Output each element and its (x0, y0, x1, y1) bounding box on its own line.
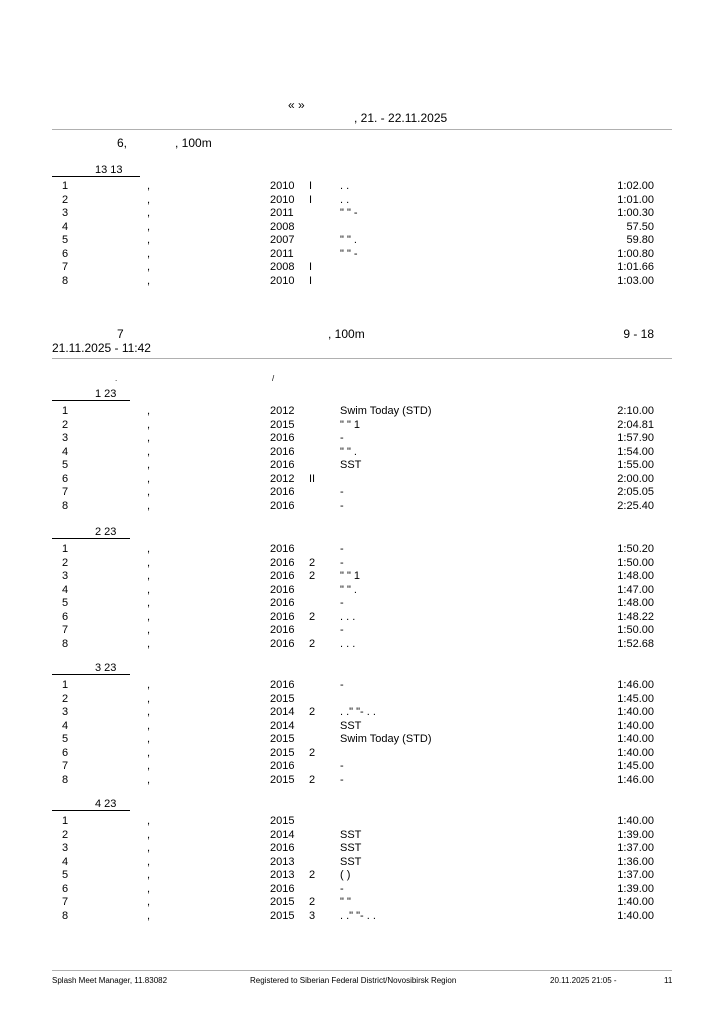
lane-number: 6 (62, 610, 69, 623)
athlete-name: , (146, 896, 150, 908)
athlete-name: , (146, 869, 150, 881)
athlete-name: , (146, 556, 150, 569)
birth-year: 2016 (270, 597, 295, 609)
rank-category: 2 (309, 570, 316, 582)
table-row (0, 248, 724, 261)
entry-time: 1:40.00 (617, 746, 654, 759)
birth-year: 2010 (270, 180, 295, 192)
entry-time: 1:47.00 (617, 583, 654, 596)
heat-label: 1 23 (95, 388, 117, 400)
lane-number: 3 (62, 706, 69, 718)
birth-year: 2008 (270, 220, 295, 233)
lane-number: 2 (62, 193, 69, 206)
athlete-name: , (146, 637, 150, 650)
table-row (0, 747, 724, 760)
lane-number: 8 (62, 499, 69, 512)
lane-number: 5 (62, 597, 69, 609)
athlete-name: , (146, 220, 150, 233)
birth-year: 2015 (270, 692, 295, 705)
birth-year: 2016 (270, 637, 295, 650)
rank-category: 3 (309, 909, 316, 922)
birth-year: 2015 (270, 773, 295, 786)
table-row (0, 194, 724, 207)
birth-year: 2016 (270, 432, 295, 444)
athlete-name: , (146, 828, 150, 841)
entry-time: 1:40.00 (617, 815, 654, 827)
table-row (0, 543, 724, 556)
entry-time: 1:55.00 (617, 459, 654, 471)
heat-underline (52, 538, 130, 539)
lane-number: 3 (62, 432, 69, 444)
table-row (0, 638, 724, 651)
table-row (0, 207, 724, 220)
athlete-name: , (146, 733, 150, 745)
athlete-name: , (146, 472, 150, 485)
table-row (0, 856, 724, 869)
athlete-name: , (146, 247, 150, 260)
heat-underline (52, 400, 130, 401)
entry-time: 1:39.00 (617, 828, 654, 841)
event6-label: 6, (117, 136, 128, 150)
lane-number: 8 (62, 637, 69, 650)
birth-year: 2016 (270, 842, 295, 854)
lane-number: 5 (62, 733, 69, 745)
birth-year: 2012 (270, 472, 295, 485)
footer-divider (52, 970, 672, 971)
event6-heat-label: 13 13 (95, 164, 123, 176)
birth-year: 2015 (270, 815, 295, 827)
club-name: " " 1 (340, 418, 361, 431)
heat-label: 3 23 (95, 662, 117, 674)
athlete-name: , (146, 274, 150, 287)
entry-time: 1:36.00 (617, 855, 654, 868)
birth-year: 2013 (270, 869, 295, 881)
entry-time: 2:05.05 (617, 486, 654, 498)
rank-category: 2 (309, 610, 316, 623)
table-row (0, 693, 724, 706)
athlete-name: , (146, 583, 150, 596)
birth-year: 2016 (270, 556, 295, 569)
footer-page-number: 11 (664, 976, 673, 985)
athlete-name: , (146, 180, 150, 192)
entry-time: 1:45.00 (617, 692, 654, 705)
birth-year: 2014 (270, 828, 295, 841)
entry-time: 1:46.00 (617, 679, 654, 691)
club-name: SST (340, 828, 362, 841)
event7-col-a: . (115, 374, 118, 383)
event7-ages: 9 - 18 (623, 327, 654, 341)
birth-year: 2007 (270, 234, 295, 246)
birth-year: 2016 (270, 499, 295, 512)
entry-time: 1:37.00 (617, 869, 654, 881)
lane-number: 1 (62, 679, 69, 691)
entry-time: 1:02.00 (617, 180, 654, 192)
rank-category: I (309, 180, 313, 192)
rank-category: 2 (309, 746, 316, 759)
birth-year: 2015 (270, 909, 295, 922)
table-row (0, 500, 724, 513)
event7-distance: , 100m (328, 327, 365, 341)
entry-time: 1:48.00 (617, 597, 654, 609)
club-name: " " - (340, 247, 358, 260)
table-row (0, 829, 724, 842)
athlete-name: , (146, 773, 150, 786)
club-name: Swim Today (STD) (340, 405, 432, 417)
athlete-name: , (146, 719, 150, 732)
birth-year: 2016 (270, 486, 295, 498)
athlete-name: , (146, 405, 150, 417)
lane-number: 8 (62, 909, 69, 922)
athlete-name: , (146, 543, 150, 555)
table-row (0, 405, 724, 418)
athlete-name: , (146, 234, 150, 246)
birth-year: 2016 (270, 760, 295, 772)
birth-year: 2016 (270, 882, 295, 895)
birth-year: 2014 (270, 719, 295, 732)
lane-number: 4 (62, 583, 69, 596)
club-name: - (340, 432, 344, 444)
table-row (0, 584, 724, 597)
lane-number: 4 (62, 220, 69, 233)
club-name: . . . (340, 637, 356, 650)
table-row (0, 473, 724, 486)
heat-underline (52, 674, 130, 675)
table-row (0, 459, 724, 472)
birth-year: 2015 (270, 746, 295, 759)
birth-year: 2016 (270, 543, 295, 555)
footer-registration: Registered to Siberian Federal District/Novosibirsk Region (250, 976, 457, 985)
rank-category: 2 (309, 869, 316, 881)
lane-number: 4 (62, 445, 69, 458)
table-row (0, 815, 724, 828)
club-name: " " - (340, 207, 358, 219)
lane-number: 1 (62, 180, 69, 192)
club-name: . . (340, 193, 350, 206)
athlete-name: , (146, 459, 150, 471)
club-name: - (340, 679, 344, 691)
entry-time: 1:50.20 (617, 543, 654, 555)
entry-time: 57.50 (626, 220, 654, 233)
athlete-name: , (146, 486, 150, 498)
table-row (0, 180, 724, 193)
club-name: . . (340, 180, 350, 192)
birth-year: 2015 (270, 733, 295, 745)
athlete-name: , (146, 855, 150, 868)
athlete-name: , (146, 842, 150, 854)
table-row (0, 869, 724, 882)
rank-category: 2 (309, 896, 316, 908)
lane-number: 7 (62, 261, 69, 273)
birth-year: 2016 (270, 624, 295, 636)
table-row (0, 557, 724, 570)
entry-time: 1:48.00 (617, 570, 654, 582)
entry-time: 1:40.00 (617, 706, 654, 718)
table-row (0, 624, 724, 637)
entry-time: 1:40.00 (617, 896, 654, 908)
meet-place-date: , 21. - 22.11.2025 (354, 111, 448, 125)
club-name: - (340, 760, 344, 772)
entry-time: 1:45.00 (617, 760, 654, 772)
rank-category: 2 (309, 706, 316, 718)
entry-time: 1:00.80 (617, 247, 654, 260)
table-row (0, 910, 724, 923)
entry-time: 1:52.68 (617, 637, 654, 650)
table-row (0, 896, 724, 909)
lane-number: 6 (62, 247, 69, 260)
table-row (0, 842, 724, 855)
birth-year: 2015 (270, 418, 295, 431)
rank-category: I (309, 274, 313, 287)
table-row (0, 774, 724, 787)
entry-time: 1:48.22 (617, 610, 654, 623)
table-row (0, 432, 724, 445)
birth-year: 2016 (270, 610, 295, 623)
club-name: - (340, 624, 344, 636)
club-name: . ." "- . . (340, 909, 376, 922)
entry-time: 1:01.00 (617, 193, 654, 206)
event7-label: 7 (117, 327, 124, 341)
lane-number: 6 (62, 472, 69, 485)
rank-category: 2 (309, 556, 316, 569)
table-row (0, 706, 724, 719)
athlete-name: , (146, 706, 150, 718)
lane-number: 2 (62, 828, 69, 841)
athlete-name: , (146, 193, 150, 206)
event7-divider (52, 358, 672, 359)
entry-time: 1:40.00 (617, 733, 654, 745)
athlete-name: , (146, 679, 150, 691)
birth-year: 2013 (270, 855, 295, 868)
meet-title-quote: « » (288, 98, 305, 112)
rank-category: II (309, 472, 316, 485)
club-name: - (340, 882, 344, 895)
birth-year: 2012 (270, 405, 295, 417)
rank-category: I (309, 261, 313, 273)
entry-time: 1:40.00 (617, 909, 654, 922)
club-name: . . . (340, 610, 356, 623)
lane-number: 4 (62, 855, 69, 868)
entry-time: 1:50.00 (617, 556, 654, 569)
table-row (0, 446, 724, 459)
lane-number: 8 (62, 274, 69, 287)
athlete-name: , (146, 499, 150, 512)
club-name: ( ) (340, 869, 351, 881)
birth-year: 2015 (270, 896, 295, 908)
lane-number: 7 (62, 896, 69, 908)
athlete-name: , (146, 815, 150, 827)
entry-time: 1:46.00 (617, 773, 654, 786)
lane-number: 8 (62, 773, 69, 786)
table-row (0, 486, 724, 499)
table-row (0, 597, 724, 610)
lane-number: 3 (62, 207, 69, 219)
lane-number: 2 (62, 556, 69, 569)
table-row (0, 221, 724, 234)
entry-time: 2:10.00 (617, 405, 654, 417)
club-name: " " 1 (340, 570, 361, 582)
heat-label: 4 23 (95, 798, 117, 810)
club-name: " " (340, 896, 351, 908)
table-row (0, 419, 724, 432)
event6-distance: , 100m (175, 136, 212, 150)
athlete-name: , (146, 432, 150, 444)
athlete-name: , (146, 207, 150, 219)
entry-time: 1:00.30 (617, 207, 654, 219)
athlete-name: , (146, 692, 150, 705)
club-name: SST (340, 855, 362, 868)
entry-time: 2:25.40 (617, 499, 654, 512)
lane-number: 5 (62, 459, 69, 471)
heat-label: 2 23 (95, 526, 117, 538)
athlete-name: , (146, 261, 150, 273)
club-name: - (340, 597, 344, 609)
entry-time: 1:57.90 (617, 432, 654, 444)
birth-year: 2016 (270, 679, 295, 691)
athlete-name: , (146, 418, 150, 431)
table-row (0, 883, 724, 896)
table-row (0, 570, 724, 583)
club-name: - (340, 773, 344, 786)
entry-time: 2:00.00 (617, 472, 654, 485)
entry-time: 1:01.66 (617, 261, 654, 273)
event7-col-b: / (272, 374, 275, 383)
lane-number: 7 (62, 486, 69, 498)
lane-number: 1 (62, 543, 69, 555)
birth-year: 2016 (270, 583, 295, 596)
athlete-name: , (146, 624, 150, 636)
table-row (0, 760, 724, 773)
entry-time: 1:50.00 (617, 624, 654, 636)
entry-time: 1:37.00 (617, 842, 654, 854)
club-name: - (340, 556, 344, 569)
lane-number: 2 (62, 418, 69, 431)
rank-category: I (309, 193, 313, 206)
entry-time: 1:40.00 (617, 719, 654, 732)
table-row (0, 234, 724, 247)
entry-time: 2:04.81 (617, 418, 654, 431)
athlete-name: , (146, 570, 150, 582)
birth-year: 2011 (270, 247, 294, 260)
club-name: - (340, 543, 344, 555)
heat-underline (52, 810, 130, 811)
entry-time: 1:54.00 (617, 445, 654, 458)
lane-number: 5 (62, 234, 69, 246)
rank-category: 2 (309, 773, 316, 786)
event6-heat-underline (52, 176, 140, 177)
club-name: SST (340, 459, 362, 471)
birth-year: 2008 (270, 261, 295, 273)
club-name: SST (340, 842, 362, 854)
athlete-name: , (146, 909, 150, 922)
athlete-name: , (146, 882, 150, 895)
birth-year: 2016 (270, 459, 295, 471)
table-row (0, 720, 724, 733)
lane-number: 1 (62, 405, 69, 417)
athlete-name: , (146, 610, 150, 623)
birth-year: 2016 (270, 570, 295, 582)
athlete-name: , (146, 760, 150, 772)
club-name: " " . (340, 234, 357, 246)
lane-number: 6 (62, 746, 69, 759)
club-name: " " . (340, 583, 357, 596)
club-name: - (340, 499, 344, 512)
lane-number: 7 (62, 624, 69, 636)
club-name: . ." "- . . (340, 706, 376, 718)
table-row (0, 261, 724, 274)
table-row (0, 733, 724, 746)
club-name: - (340, 486, 344, 498)
entry-time: 1:03.00 (617, 274, 654, 287)
birth-year: 2010 (270, 274, 295, 287)
lane-number: 7 (62, 760, 69, 772)
table-row (0, 611, 724, 624)
birth-year: 2016 (270, 445, 295, 458)
athlete-name: , (146, 445, 150, 458)
lane-number: 1 (62, 815, 69, 827)
athlete-name: , (146, 746, 150, 759)
event7-datetime: 21.11.2025 - 11:42 (52, 341, 151, 355)
table-row (0, 679, 724, 692)
entry-time: 1:39.00 (617, 882, 654, 895)
lane-number: 6 (62, 882, 69, 895)
lane-number: 5 (62, 869, 69, 881)
club-name: " " . (340, 445, 357, 458)
lane-number: 2 (62, 692, 69, 705)
birth-year: 2011 (270, 207, 294, 219)
lane-number: 4 (62, 719, 69, 732)
lane-number: 3 (62, 570, 69, 582)
birth-year: 2010 (270, 193, 295, 206)
footer-printed: 20.11.2025 21:05 - (550, 976, 617, 985)
club-name: SST (340, 719, 362, 732)
athlete-name: , (146, 597, 150, 609)
table-row (0, 275, 724, 288)
header-divider (52, 129, 672, 130)
entry-time: 59.80 (626, 234, 654, 246)
birth-year: 2014 (270, 706, 295, 718)
club-name: Swim Today (STD) (340, 733, 432, 745)
lane-number: 3 (62, 842, 69, 854)
rank-category: 2 (309, 637, 316, 650)
footer-software: Splash Meet Manager, 11.83082 (52, 976, 168, 985)
